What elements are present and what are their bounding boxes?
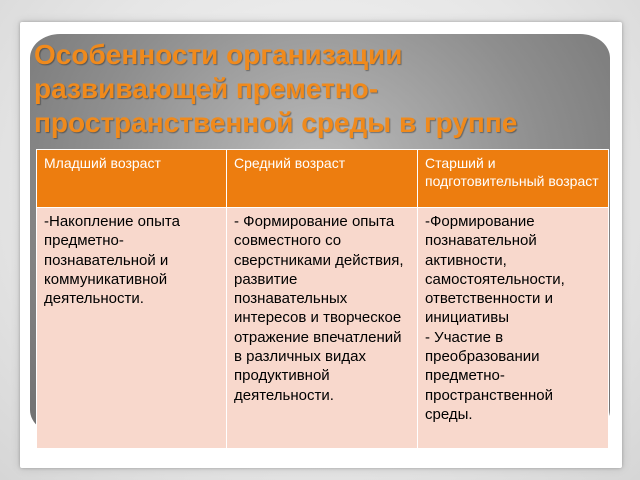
- cell-junior-age: -Накопление опыта предметно-познавательной и коммуникативной деятельности.: [37, 208, 227, 449]
- header-senior-age: Старший и подготовительный возраст: [418, 150, 609, 208]
- header-junior-age: Младший возраст: [37, 150, 227, 208]
- age-features-table: [36, 149, 609, 449]
- table-header-row: [37, 150, 609, 208]
- slide-title: Особенности организации развивающей преметно-пространственной среды в группе: [34, 39, 518, 138]
- cell-senior-age: -Формирование познавательной активности, самостоятельности, ответственности и инициативы - Участие в преобразовании предметно-пространственной среды.: [418, 208, 609, 449]
- header-middle-age: Средний возраст: [227, 150, 418, 208]
- table-row: [37, 208, 609, 449]
- cell-middle-age: - Формирование опыта совместного со сверстниками действия, развитие познавательных интересов и творческое отражение впечатлений в различных видах продуктивной деятельности.: [227, 208, 418, 449]
